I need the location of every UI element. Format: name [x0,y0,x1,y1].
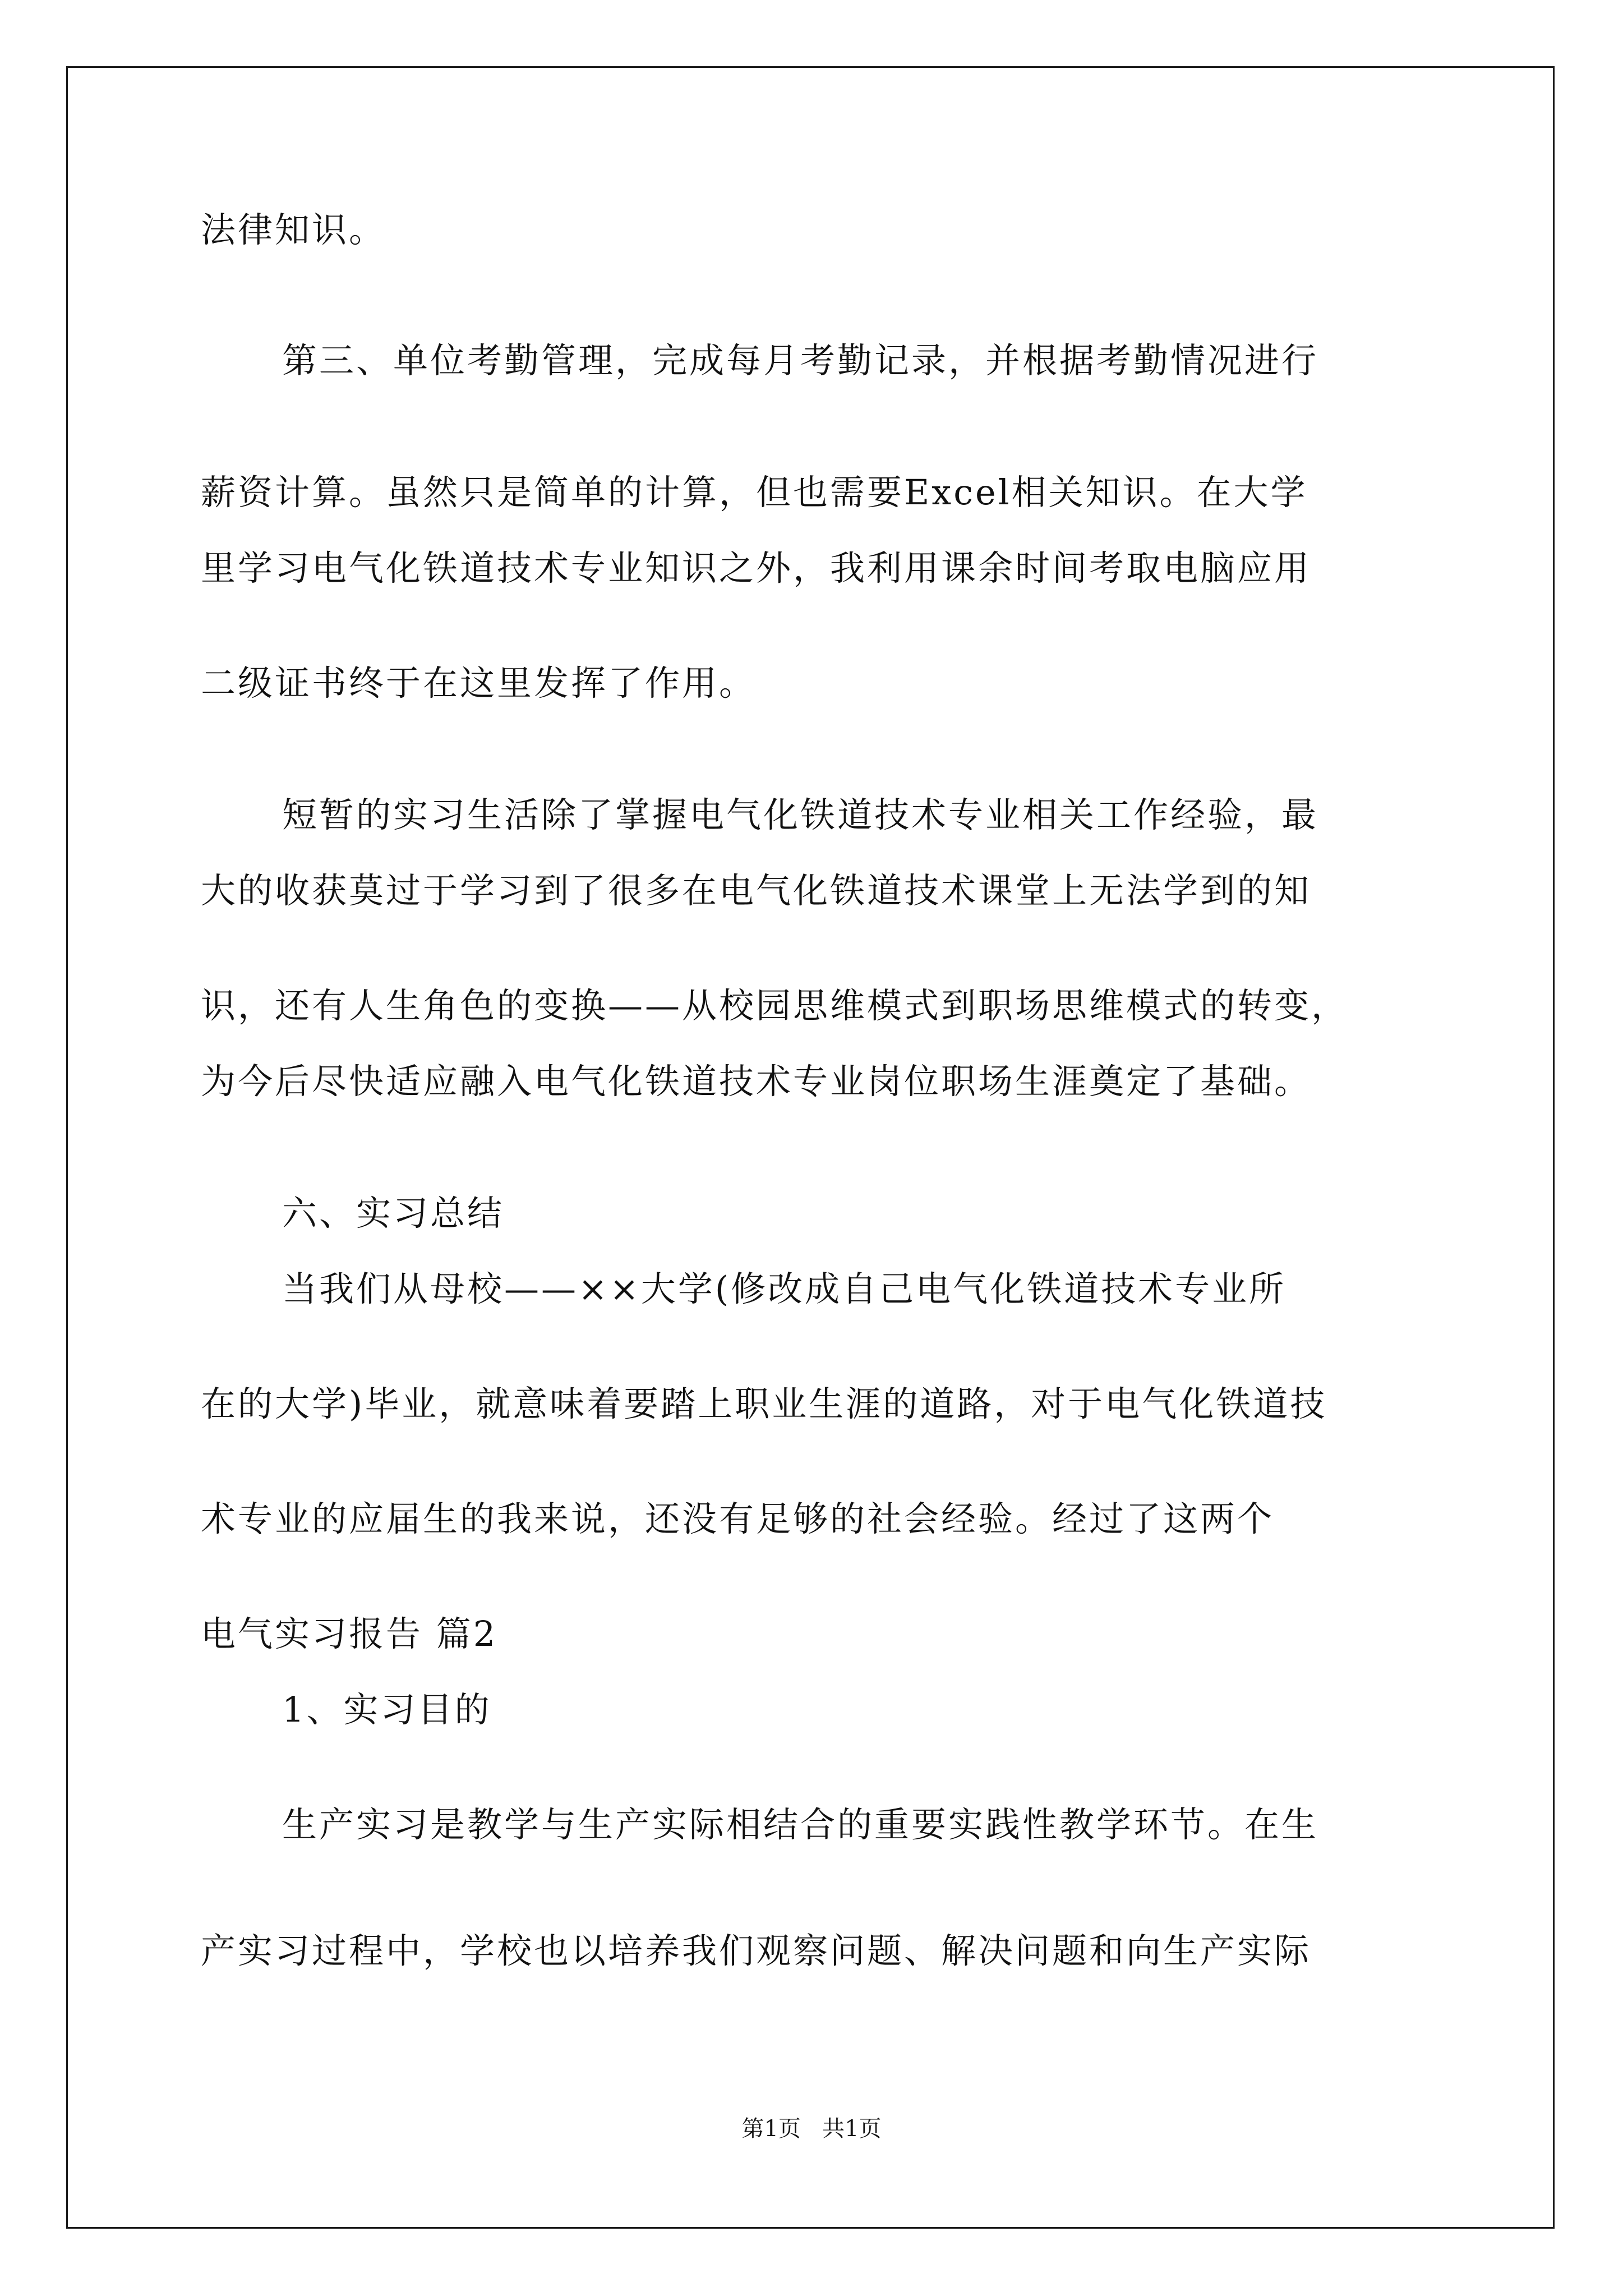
text-line: 法律知识。 [201,209,386,250]
text-line: 为今后尽快适应融入电气化铁道技术专业岗位职场生涯奠定了基础。 [201,1061,1312,1102]
text-line: 二级证书终于在这里发挥了作用。 [201,662,757,703]
text-line: 生产实习是教学与生产实际相结合的重要实践性教学环节。在生 [282,1804,1319,1845]
section-heading: 1、实习目的 [282,1689,492,1730]
text-line: 大的收获莫过于学习到了很多在电气化铁道技术课堂上无法学到的知 [201,870,1312,911]
page-border [66,66,1555,2229]
text-line: 在的大学)毕业，就意味着要踏上职业生涯的道路，对于电气化铁道技 [201,1383,1327,1424]
text-line: 短暂的实习生活除了掌握电气化铁道技术专业相关工作经验，最 [282,794,1319,835]
section-heading: 六、实习总结 [282,1193,505,1234]
text-line: 当我们从母校——××大学(修改成自己电气化铁道技术专业所 [282,1268,1287,1309]
text-line: 术专业的应届生的我来说，还没有足够的社会经验。经过了这两个 [201,1498,1275,1539]
section-title: 电气实习报告 篇2 [201,1613,498,1654]
text-line: 薪资计算。虽然只是简单的计算，但也需要Excel相关知识。在大学 [201,472,1308,513]
text-line: 识，还有人生角色的变换——从校园思维模式到职场思维模式的转变， [201,985,1349,1026]
text-line: 第三、单位考勤管理，完成每月考勤记录，并根据考勤情况进行 [282,340,1319,381]
page-number-footer: 第1页 共1页 [741,2116,882,2142]
text-line: 产实习过程中，学校也以培养我们观察问题、解决问题和向生产实际 [201,1930,1312,1971]
text-line: 里学习电气化铁道技术专业知识之外，我利用课余时间考取电脑应用 [201,547,1312,588]
